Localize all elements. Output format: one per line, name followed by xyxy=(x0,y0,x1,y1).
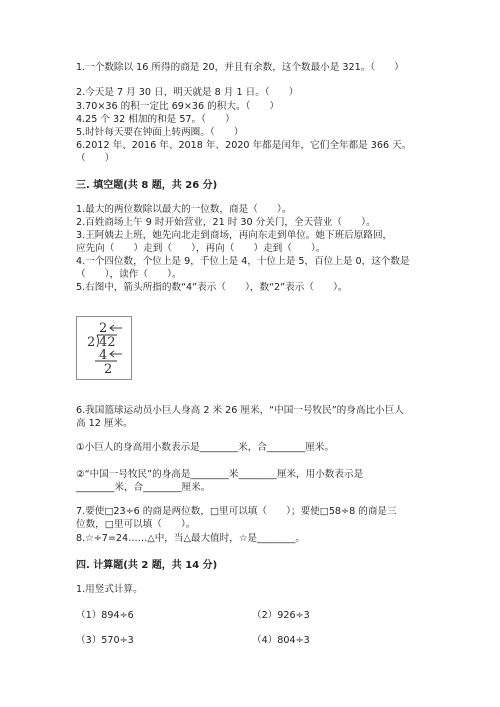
fill-item-6-cont: 高 12 厘米。 xyxy=(76,418,133,429)
fill-item-6-q1: ①小巨人的身高用小数表示是________米，合________厘米。 xyxy=(76,442,335,453)
fill-item-4-cont: （ ），读作（ ）。 xyxy=(76,269,182,280)
fill-item-7: 7.要使□23÷6 的商是两位数，□里可以填（ ）；要使□58÷8 的商是三 xyxy=(76,506,397,517)
fill-item-1: 1.最大的两位数除以最大的一位数，商是（ ）。 xyxy=(76,204,292,215)
fill-item-6-q2: ②“中国一号牧民”的身高是________米________厘米，用小数表示是 xyxy=(76,469,364,480)
fill-item-4: 4.一个四位数，个位上是 9，千位上是 4，十位上是 5，百位上是 0，这个数是 xyxy=(76,256,410,267)
quotient-digit: 2 xyxy=(99,321,108,336)
fill-item-6: 6.我国篮球运动员小巨人身高 2 米 26 厘米，“中国一号牧民”的身高比小巨人 xyxy=(76,405,404,416)
fill-item-8: 8.☆÷7=24……△中，当△最大值时，☆是________。 xyxy=(76,533,305,544)
remainder-digit: 2 xyxy=(104,362,113,377)
division-diagram xyxy=(77,317,131,379)
divisor-digit: 2 xyxy=(87,335,96,350)
judge-item-1: 1.一个数除以 16 所得的商是 20，并且有余数，这个数最小是 321。（ ） xyxy=(76,62,404,73)
calc-item-3: （3）570÷3 xyxy=(76,635,134,646)
judge-item-3: 3.70×36 的积一定比 69×36 的积大。（ ） xyxy=(76,101,280,112)
judge-item-5: 5.时针每天要在钟面上转两圈。（ ） xyxy=(76,127,244,138)
fill-item-2: 2.百姓商场上午 9 时开始营业，21 时 30 分关门，全天营业（ ）。 xyxy=(76,217,376,228)
calc-item-2: （2）926÷3 xyxy=(252,610,310,621)
calc-intro: 1.用竖式计算。 xyxy=(76,584,143,595)
division-figure xyxy=(76,316,132,380)
judge-item-4: 4.25 个 32 相加的和是 57。（ ） xyxy=(76,114,235,125)
judge-item-2: 2.今天是 7 月 30 日，明天就是 8 月 1 日。（ ） xyxy=(76,87,299,98)
product-digit: 4 xyxy=(99,348,108,363)
section-4-heading: 四. 计算题(共 2 题，共 14 分) xyxy=(76,560,218,571)
section-3-heading: 三. 填空题(共 8 题，共 26 分) xyxy=(76,180,218,191)
dividend-digits: 42 xyxy=(99,335,116,350)
fill-item-5: 5.右图中，箭头所指的数“4”表示（ ），数“2”表示（ ）。 xyxy=(76,282,348,293)
fill-item-6-q2-cont: ________米，合________厘米。 xyxy=(76,482,211,493)
calc-item-4: （4）804÷3 xyxy=(252,635,310,646)
fill-item-3-cont: 应先向（ ）走到（ ），再向（ ）走到（ ）。 xyxy=(76,243,326,254)
judge-item-6: 6.2012 年、2016 年、2018 年、2020 年都是闰年，它们全年都是 366 天。 xyxy=(76,140,412,151)
judge-item-6-cont: （ ） xyxy=(76,153,115,164)
fill-item-3: 3.王阿姨去上班，她先向北走到商场，再向东走到单位。她下班后原路回， xyxy=(76,230,393,241)
fill-item-7-cont: 位数，□里可以填（ ）。 xyxy=(76,519,196,530)
calc-item-1: （1）894÷6 xyxy=(76,610,134,621)
